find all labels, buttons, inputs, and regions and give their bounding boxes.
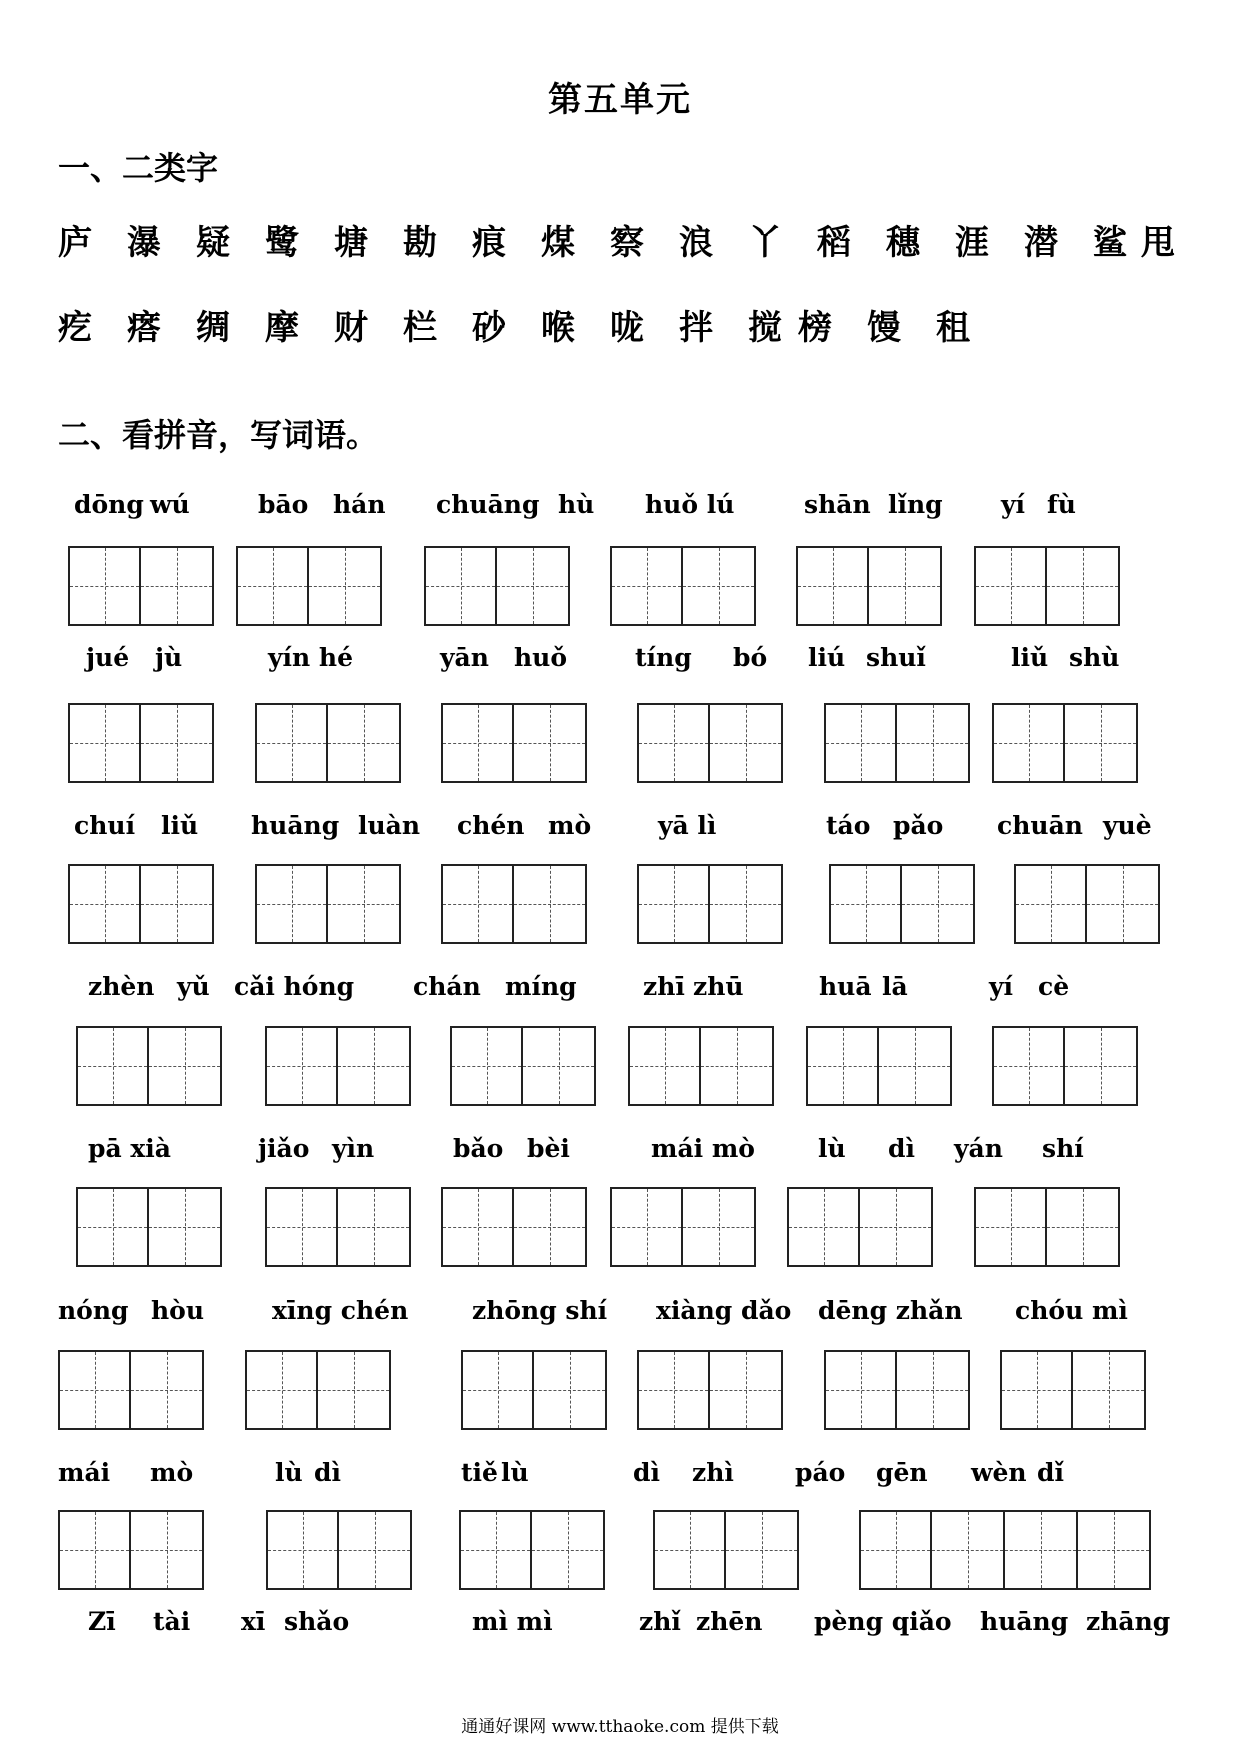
pinyin-syllable: táo <box>826 811 871 840</box>
writing-cell[interactable] <box>879 1026 952 1106</box>
pinyin-syllable: dōng <box>74 490 144 519</box>
pinyin-syllable: huāng <box>980 1607 1069 1636</box>
pinyin-word: xīng chén <box>272 1296 409 1325</box>
writing-cell[interactable] <box>1073 1350 1146 1430</box>
pinyin-syllable: dì <box>888 1134 915 1163</box>
writing-grid[interactable] <box>796 546 942 626</box>
writing-grid[interactable] <box>829 864 975 944</box>
pinyin-syllable: huāng <box>251 811 340 840</box>
writing-cell[interactable] <box>701 1026 774 1106</box>
writing-cell[interactable] <box>523 1026 596 1106</box>
writing-cell[interactable] <box>628 1026 701 1106</box>
pinyin-word: yā lì <box>658 811 717 840</box>
pinyin-syllable: zhèn <box>88 972 155 1001</box>
character: 塘 <box>334 223 368 263</box>
writing-grid[interactable] <box>859 1510 1151 1590</box>
pinyin-row <box>0 972 1240 1012</box>
pinyin-row <box>0 490 1240 530</box>
writing-grid[interactable] <box>450 1026 596 1106</box>
writing-grid[interactable] <box>255 864 401 944</box>
pinyin-syllable: zhǐ <box>639 1607 681 1636</box>
writing-cell[interactable] <box>58 1350 131 1430</box>
pinyin-row <box>0 1296 1240 1336</box>
writing-cell[interactable] <box>860 1187 933 1267</box>
writing-cell[interactable] <box>683 1187 756 1267</box>
writing-grid[interactable] <box>824 1350 970 1430</box>
pinyin-word: pā xià <box>88 1134 171 1163</box>
pinyin-syllable: cè <box>1038 972 1070 1001</box>
writing-cell[interactable] <box>141 703 214 783</box>
writing-cell[interactable] <box>637 1350 710 1430</box>
writing-cell[interactable] <box>1078 1510 1151 1590</box>
pinyin-syllable: mái <box>58 1458 111 1487</box>
pinyin-syllable: shān <box>804 490 871 519</box>
writing-cell[interactable] <box>328 864 401 944</box>
pinyin-syllable: chuí <box>74 811 136 840</box>
character: 疑 <box>196 223 230 263</box>
character: 搅 <box>748 308 782 348</box>
writing-cell[interactable] <box>637 703 710 783</box>
writing-cell[interactable] <box>131 1510 204 1590</box>
character: 涯 <box>955 223 989 263</box>
writing-grid[interactable] <box>265 1026 411 1106</box>
writing-cell[interactable] <box>824 1350 897 1430</box>
character: 煤 <box>541 223 575 263</box>
writing-grid[interactable] <box>992 703 1138 783</box>
pinyin-word: mái mò <box>651 1134 755 1163</box>
pinyin-syllable: liǔ <box>1011 643 1049 672</box>
pinyin-word: huǒ lú <box>645 490 735 519</box>
pinyin-row <box>0 811 1240 851</box>
pinyin-syllable: tài <box>153 1607 191 1636</box>
writing-cell[interactable] <box>824 703 897 783</box>
writing-cell[interactable] <box>265 1026 338 1106</box>
writing-grid[interactable] <box>245 1350 391 1430</box>
pinyin-syllable: lù <box>501 1458 529 1487</box>
pinyin-syllable: zhēn <box>696 1607 763 1636</box>
pinyin-row <box>0 1607 1240 1647</box>
character: 浪 <box>679 223 713 263</box>
writing-grid[interactable] <box>824 703 970 783</box>
writing-grid[interactable] <box>653 1510 799 1590</box>
writing-grid-row <box>0 703 1240 787</box>
section-heading-characters: 一、二类字 <box>58 149 219 187</box>
writing-cell[interactable] <box>829 864 902 944</box>
writing-cell[interactable] <box>328 703 401 783</box>
pinyin-syllable: wèn <box>971 1458 1027 1487</box>
character: 潜 <box>1024 223 1058 263</box>
writing-cell[interactable] <box>339 1510 412 1590</box>
pinyin-row <box>0 1134 1240 1174</box>
character: 鹭 <box>265 223 299 263</box>
writing-cell[interactable] <box>992 703 1065 783</box>
pinyin-syllable: shù <box>1069 643 1120 672</box>
character: 瀑 <box>127 223 161 263</box>
character: 疙 <box>58 308 92 348</box>
writing-grid[interactable] <box>637 703 783 783</box>
writing-cell[interactable] <box>514 1187 587 1267</box>
pinyin-syllable: nóng <box>58 1296 129 1325</box>
writing-cell[interactable] <box>141 864 214 944</box>
writing-grid-row <box>0 1026 1240 1110</box>
character: 拌 <box>679 308 713 348</box>
writing-cell[interactable] <box>266 1510 339 1590</box>
writing-grid[interactable] <box>1000 1350 1146 1430</box>
writing-cell[interactable] <box>897 1350 970 1430</box>
pinyin-syllable: dǐ <box>1037 1458 1064 1487</box>
character: 穗 <box>886 223 920 263</box>
pinyin-syllable: yán <box>954 1134 1003 1163</box>
pinyin-syllable: chén <box>457 811 525 840</box>
writing-grid[interactable] <box>610 1187 756 1267</box>
pinyin-syllable: zhāng <box>1086 1607 1171 1636</box>
pinyin-syllable: fù <box>1047 490 1076 519</box>
writing-cell[interactable] <box>1005 1510 1078 1590</box>
pinyin-syllable: hòu <box>151 1296 205 1325</box>
writing-grid[interactable] <box>459 1510 605 1590</box>
character-row-2 <box>58 300 1198 349</box>
character-row-1 <box>58 215 1198 264</box>
writing-grid-row <box>0 1187 1240 1271</box>
writing-cell[interactable] <box>932 1510 1005 1590</box>
pinyin-syllable: huā <box>819 972 872 1001</box>
writing-grid[interactable] <box>76 1026 222 1106</box>
writing-cell[interactable] <box>787 1187 860 1267</box>
writing-cell[interactable] <box>68 546 141 626</box>
pinyin-word: pèng qiǎo <box>814 1607 952 1636</box>
writing-grid[interactable] <box>76 1187 222 1267</box>
writing-grid[interactable] <box>68 703 214 783</box>
pinyin-syllable: pǎo <box>893 811 944 840</box>
writing-cell[interactable] <box>58 1510 131 1590</box>
pinyin-syllable: xī <box>241 1607 266 1636</box>
pinyin-syllable: lù <box>818 1134 846 1163</box>
pinyin-syllable: lā <box>882 972 908 1001</box>
pinyin-syllable: bǎo <box>453 1134 504 1163</box>
writing-cell[interactable] <box>610 1187 683 1267</box>
writing-cell[interactable] <box>236 546 309 626</box>
character: 租 <box>936 308 970 348</box>
writing-cell[interactable] <box>450 1026 523 1106</box>
pinyin-syllable: bèi <box>527 1134 570 1163</box>
character: 丫 <box>748 223 782 263</box>
character: 勘 <box>403 223 437 263</box>
writing-grid-row <box>0 546 1240 630</box>
writing-cell[interactable] <box>424 546 497 626</box>
pinyin-syllable: yuè <box>1103 811 1152 840</box>
writing-grid[interactable] <box>255 703 401 783</box>
writing-cell[interactable] <box>514 864 587 944</box>
pinyin-syllable: mò <box>548 811 592 840</box>
writing-cell[interactable] <box>1047 546 1120 626</box>
writing-grid[interactable] <box>974 1187 1120 1267</box>
pinyin-syllable: liú <box>808 643 846 672</box>
pinyin-syllable: yìn <box>332 1134 375 1163</box>
pinyin-syllable: yān <box>440 643 489 672</box>
pinyin-syllable: chuāng <box>436 490 540 519</box>
writing-grid[interactable] <box>424 546 570 626</box>
writing-cell[interactable] <box>974 1187 1047 1267</box>
writing-cell[interactable] <box>338 1187 411 1267</box>
pinyin-word: yín hé <box>268 643 353 672</box>
writing-cell[interactable] <box>131 1350 204 1430</box>
writing-cell[interactable] <box>245 1350 318 1430</box>
writing-cell[interactable] <box>441 703 514 783</box>
pinyin-word: cǎi hóng <box>234 972 355 1001</box>
writing-cell[interactable] <box>534 1350 607 1430</box>
writing-cell[interactable] <box>992 1026 1065 1106</box>
writing-cell[interactable] <box>1065 1026 1138 1106</box>
writing-cell[interactable] <box>255 864 328 944</box>
pinyin-syllable: dì <box>633 1458 660 1487</box>
pinyin-word: dēng zhǎn <box>818 1296 963 1325</box>
pinyin-syllable: gēn <box>876 1458 928 1487</box>
writing-cell[interactable] <box>76 1187 149 1267</box>
writing-cell[interactable] <box>726 1510 799 1590</box>
writing-cell[interactable] <box>902 864 975 944</box>
pinyin-syllable: tíng <box>635 643 692 672</box>
writing-cell[interactable] <box>710 703 783 783</box>
pinyin-syllable: dì <box>314 1458 341 1487</box>
character: 庐 <box>58 223 92 263</box>
writing-cell[interactable] <box>653 1510 726 1590</box>
writing-cell[interactable] <box>1047 1187 1120 1267</box>
pinyin-syllable: luàn <box>358 811 421 840</box>
pinyin-word: xiàng dǎo <box>656 1296 792 1325</box>
pinyin-syllable: yǔ <box>177 972 210 1001</box>
writing-grid[interactable] <box>265 1187 411 1267</box>
pinyin-row <box>0 1458 1240 1498</box>
writing-grid[interactable] <box>628 1026 774 1106</box>
writing-cell[interactable] <box>637 864 710 944</box>
writing-grid[interactable] <box>266 1510 412 1590</box>
pinyin-syllable: zhū <box>693 972 744 1001</box>
character: 栏 <box>403 308 437 348</box>
writing-cell[interactable] <box>796 546 869 626</box>
pinyin-syllable: jiǎo <box>258 1134 310 1163</box>
pinyin-syllable: páo <box>795 1458 846 1487</box>
pinyin-syllable: míng <box>505 972 577 1001</box>
pinyin-syllable: bó <box>733 643 768 672</box>
character: 馒 <box>867 308 901 348</box>
character: 瘩 <box>127 308 161 348</box>
writing-cell[interactable] <box>1065 703 1138 783</box>
character: 财 <box>334 308 368 348</box>
writing-grid[interactable] <box>441 864 587 944</box>
writing-grid[interactable] <box>974 546 1120 626</box>
pinyin-syllable: Zī <box>88 1607 116 1636</box>
writing-cell[interactable] <box>974 546 1047 626</box>
footer: 通通好课网 www.tthaoke.com 提供下载 <box>461 1717 779 1737</box>
writing-cell[interactable] <box>441 1187 514 1267</box>
writing-grid[interactable] <box>787 1187 933 1267</box>
pinyin-syllable: yí <box>989 972 1014 1001</box>
character: 榜 <box>798 308 832 348</box>
writing-cell[interactable] <box>710 864 783 944</box>
writing-cell[interactable] <box>610 546 683 626</box>
writing-grid[interactable] <box>461 1350 607 1430</box>
writing-cell[interactable] <box>309 546 382 626</box>
writing-grid[interactable] <box>637 1350 783 1430</box>
writing-cell[interactable] <box>441 864 514 944</box>
pinyin-syllable: zhì <box>692 1458 734 1487</box>
pinyin-syllable: jué <box>86 643 130 672</box>
writing-cell[interactable] <box>859 1510 932 1590</box>
writing-cell[interactable] <box>318 1350 391 1430</box>
pinyin-syllable: chuān <box>997 811 1083 840</box>
character: 痕 <box>472 223 506 263</box>
character: 鲨 <box>1093 223 1127 263</box>
pinyin-syllable: zhī <box>643 972 685 1001</box>
pinyin-syllable: bāo <box>258 490 309 519</box>
character: 察 <box>610 223 644 263</box>
writing-grid[interactable] <box>58 1350 204 1430</box>
writing-cell[interactable] <box>683 546 756 626</box>
writing-grid[interactable] <box>68 546 214 626</box>
character: 摩 <box>265 308 299 348</box>
pinyin-word: zhōng shí <box>472 1296 608 1325</box>
writing-grid[interactable] <box>806 1026 952 1106</box>
writing-cell[interactable] <box>869 546 942 626</box>
writing-grid[interactable] <box>58 1510 204 1590</box>
writing-cell[interactable] <box>338 1026 411 1106</box>
writing-cell[interactable] <box>497 546 570 626</box>
writing-grid-row <box>0 864 1240 948</box>
character: 绸 <box>196 308 230 348</box>
writing-cell[interactable] <box>255 703 328 783</box>
pinyin-syllable: wú <box>150 490 190 519</box>
pinyin-syllable: liǔ <box>161 811 199 840</box>
writing-cell[interactable] <box>149 1187 222 1267</box>
page-title: 第五单元 <box>548 80 692 120</box>
character: 咙 <box>610 308 644 348</box>
writing-grid[interactable] <box>637 864 783 944</box>
pinyin-syllable: hán <box>333 490 386 519</box>
pinyin-syllable: shuǐ <box>866 643 926 672</box>
writing-cell[interactable] <box>461 1350 534 1430</box>
pinyin-row <box>0 643 1240 683</box>
writing-cell[interactable] <box>76 1026 149 1106</box>
writing-grid[interactable] <box>992 1026 1138 1106</box>
writing-cell[interactable] <box>265 1187 338 1267</box>
writing-cell[interactable] <box>1087 864 1160 944</box>
writing-grid[interactable] <box>236 546 382 626</box>
writing-cell[interactable] <box>710 1350 783 1430</box>
writing-cell[interactable] <box>68 703 141 783</box>
pinyin-syllable: hù <box>558 490 595 519</box>
pinyin-syllable: lù <box>275 1458 303 1487</box>
writing-cell[interactable] <box>1014 864 1087 944</box>
pinyin-syllable: yí <box>1001 490 1026 519</box>
writing-cell[interactable] <box>141 546 214 626</box>
writing-grid[interactable] <box>1014 864 1160 944</box>
writing-grid[interactable] <box>441 703 587 783</box>
writing-cell[interactable] <box>1000 1350 1073 1430</box>
section-heading-pinyin: 二、看拼音，写词语。 <box>58 416 379 454</box>
writing-cell[interactable] <box>532 1510 605 1590</box>
character: 甩 <box>1141 223 1175 263</box>
character: 稻 <box>817 223 851 263</box>
pinyin-syllable: shí <box>1042 1134 1084 1163</box>
pinyin-word: chóu mì <box>1015 1296 1128 1325</box>
pinyin-syllable: jù <box>155 643 183 672</box>
writing-grid[interactable] <box>441 1187 587 1267</box>
writing-grid[interactable] <box>610 546 756 626</box>
pinyin-syllable: tiě <box>461 1458 498 1487</box>
writing-grid-row <box>0 1350 1240 1434</box>
writing-cell[interactable] <box>897 703 970 783</box>
writing-cell[interactable] <box>514 703 587 783</box>
writing-grid[interactable] <box>68 864 214 944</box>
writing-cell[interactable] <box>68 864 141 944</box>
writing-cell[interactable] <box>459 1510 532 1590</box>
pinyin-syllable: shǎo <box>284 1607 350 1636</box>
pinyin-syllable: chán <box>413 972 481 1001</box>
pinyin-syllable: mò <box>150 1458 194 1487</box>
pinyin-word: mì mì <box>472 1607 553 1636</box>
character: 砂 <box>472 308 506 348</box>
pinyin-syllable: lǐng <box>888 490 943 519</box>
character: 喉 <box>541 308 575 348</box>
pinyin-syllable: huǒ <box>514 643 568 672</box>
writing-cell[interactable] <box>806 1026 879 1106</box>
writing-cell[interactable] <box>149 1026 222 1106</box>
writing-grid-row <box>0 1510 1240 1594</box>
